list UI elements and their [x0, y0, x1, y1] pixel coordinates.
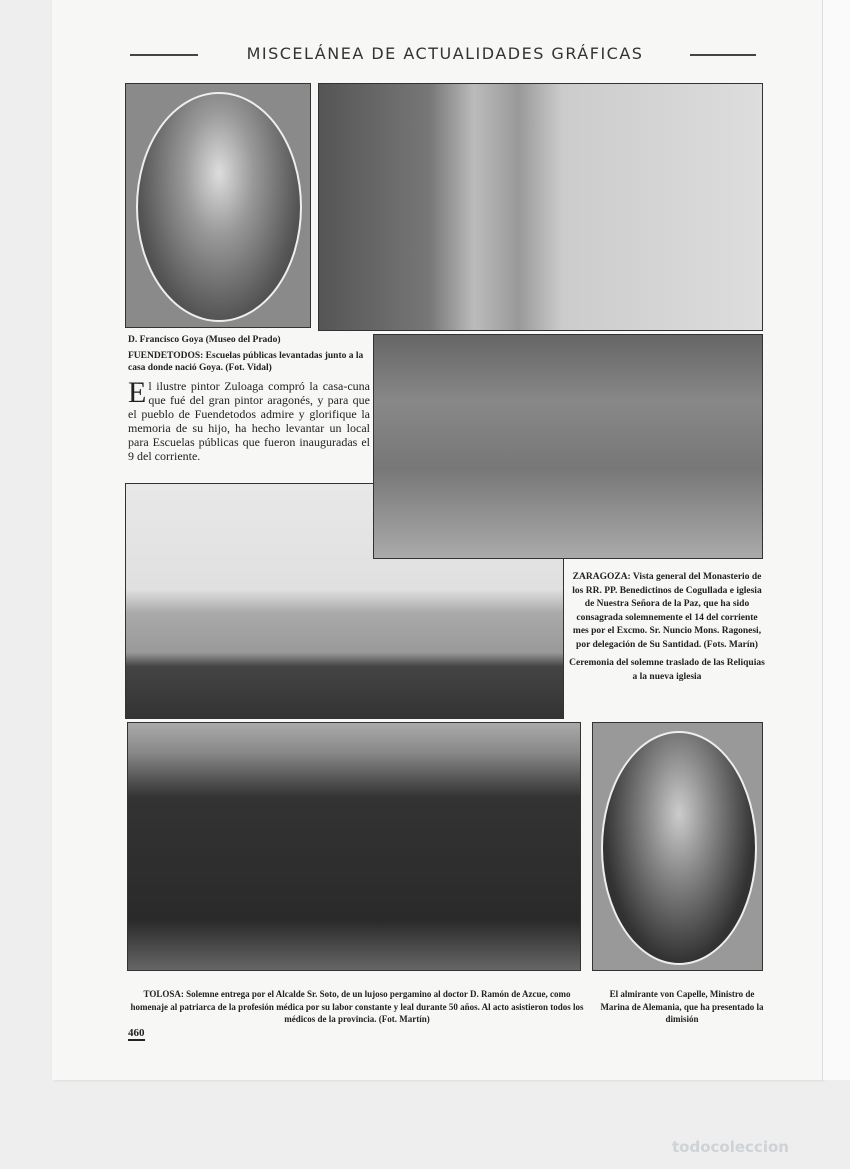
page-number: 460 [128, 1027, 145, 1039]
portrait-oval-frame [136, 92, 302, 322]
ornament-left [130, 54, 198, 56]
admiral-portrait-photo [592, 722, 763, 971]
fuendetodos-caption: FUENDETODOS: Escuelas públicas levantadas junto a la casa donde nació Goya. (Fot. Vidal) [128, 350, 364, 373]
ornament-right [690, 54, 756, 56]
admiral-caption: El almirante von Capelle, Ministro de Marina de Alemania, que ha presentado la dimisión [600, 989, 764, 1024]
left-text-column [128, 334, 370, 463]
tolosa-caption: TOLOSA: Solemne entrega por el Alcalde Sr. Soto, de un lujoso pergamino al doctor D. Ramón de Azcue, como homenaje al patriarca de la profesión médica por su labor constante y leal durante 50 años. Al acto asistieron todos los médicos de la provincia. (Fot. Martín) [130, 989, 584, 1024]
article-text: l ilustre pintor Zuloaga compró la casa-cuna que fué del gran pintor aragonés, y para que el pueblo de Fuendetodos admire y glorifique la memoria de su hijo, ha hecho levantar un local para Escuelas públicas que fueron inauguradas el 9 del corriente. [128, 378, 370, 463]
page-edge [822, 0, 850, 1080]
watermark: todocoleccion [672, 1138, 789, 1156]
drop-cap: E [128, 375, 147, 409]
ceremony-photo [373, 334, 763, 559]
portrait-oval-frame [601, 731, 757, 965]
right-caption-column [568, 571, 766, 684]
goya-caption: D. Francisco Goya (Museo del Prado) [128, 335, 281, 345]
goya-portrait-photo [125, 83, 311, 328]
fuendetodos-street-photo [318, 83, 763, 331]
fuendetodos-article [128, 375, 370, 463]
page-title: MISCELÁNEA DE ACTUALIDADES GRÁFICAS [246, 44, 644, 63]
zaragoza-caption: ZARAGOZA: Vista general del Monasterio de los RR. PP. Benedictinos de Cogullada e iglesia de Nuestra Señora de la Paz, que ha sido consagrada solemnemente el 14 del corriente mes por el Excmo. Sr. Nuncio Mons. Ragonesi, por delegación de Su Santidad. (Fots. Marín) [572, 572, 762, 650]
tolosa-group-photo [127, 722, 581, 971]
ceremony-caption: Ceremonia del solemne traslado de las Reliquias a la nueva iglesia [569, 658, 765, 682]
